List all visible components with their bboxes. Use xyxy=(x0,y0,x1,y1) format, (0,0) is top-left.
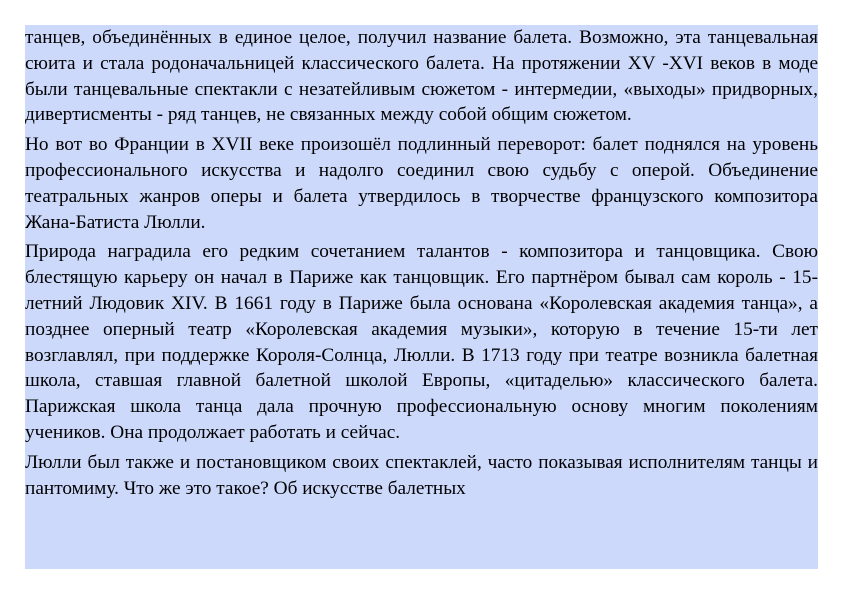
paragraph-2: Но вот во Франции в XVII веке произошёл подлинный переворот: балет поднялся на уровень профессионального искусства и надолго соединил свою судьбу с оперой. Объединение театральных жанров оперы и балета утвердилось в творчестве французского композитора Жана-Батиста Люлли. xyxy=(25,134,818,233)
paragraph-4: Люлли был также и постановщиком своих спектаклей, часто показывая исполнителям танцы и пантомиму. Что же это такое? Об искусстве балетных xyxy=(25,451,818,499)
paragraph-1: танцев, объединённых в единое целое, получил название балета. Возможно, эта танцевальная сюита и стала родоначальницей классического балета. На протяжении XV -XVI веков в моде были танцевальные спектакли с незатейливым сюжетом - интермедии, «выходы» придворных, дивертисменты - ряд танцев, не связанных между собой общим сюжетом. xyxy=(25,27,818,126)
highlighted-text-block xyxy=(25,25,818,569)
paragraph-3: Природа наградила его редким сочетанием талантов - композитора и танцовщика. Свою блестящую карьеру он начал в Париже как танцовщик. Его партнёром бывал сам король - 15-летний Людовик XIV. В 1661 году в Париже была основана «Королевская академия танца», а позднее оперный театр «Королевская академия музыки», которую в течение 15-ти лет возглавлял, при поддержке Короля-Солнца, Люлли. В 1713 году при театре возникла балетная школа, ставшая главной балетной школой Европы, «цитаделью» классического балета. Парижская школа танца дала прочную профессиональную основу многим поколениям учеников. Она продолжает работать и сейчас. xyxy=(25,241,818,443)
